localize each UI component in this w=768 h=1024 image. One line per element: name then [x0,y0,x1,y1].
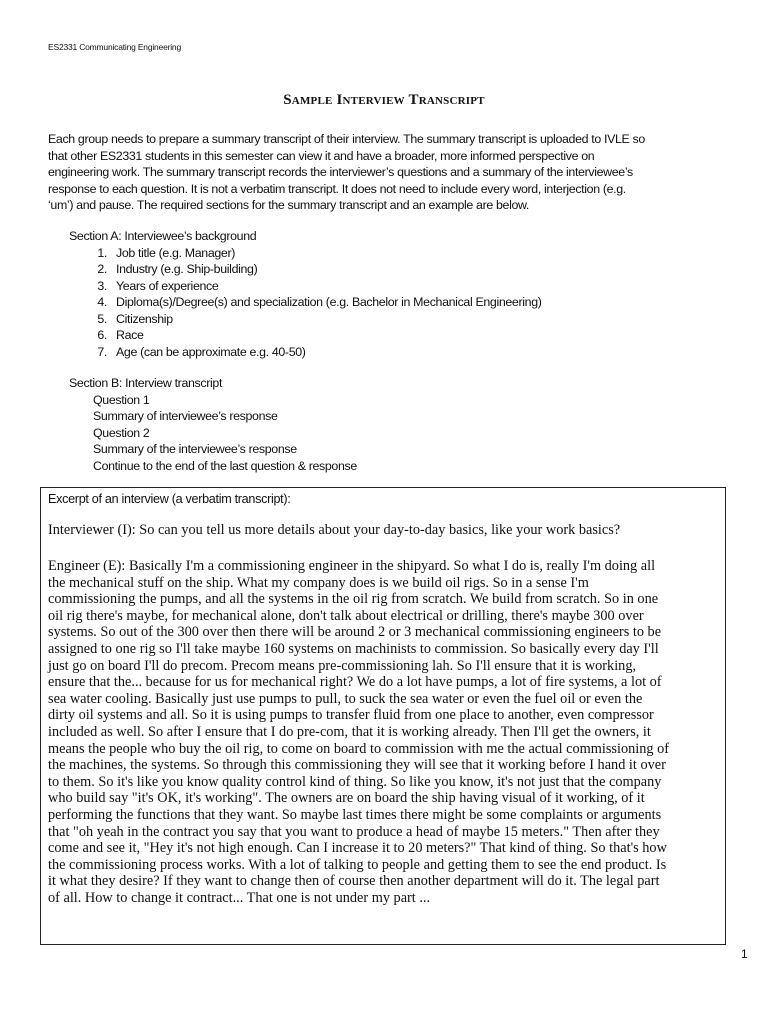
engineer-response [48,558,669,906]
list-item [91,294,542,311]
list-text: Industry (e.g. Ship-building) [116,262,258,276]
section-b-heading: Section B: Interview transcript [69,376,223,390]
response-line: oil rig there's maybe, for mechanical alone, don't talk about electrical or drilling, there's maybe 300 over [48,607,644,624]
list-number: 4. [97,295,107,309]
list-item [91,278,542,295]
response-line: the mechanical stuff on the ship. What my company does is we build oil rigs. So in a sense I'm [48,574,589,591]
list-number: 6. [97,328,107,342]
list-item [91,261,542,278]
intro-line: response to each question. It is not a verbatim transcript. It does not need to include every word, interjection (e.g. [48,181,626,196]
intro-paragraph [48,131,645,214]
response-line: that "oh yeah in the contract you say that you want to produce a head of maybe 15 meters." Then after they [48,823,660,840]
list-item: Continue to the end of the last question & response [93,458,357,473]
list-item: Question 1 [93,392,150,407]
excerpt-box [40,487,726,945]
response-line: systems. So out of the 300 over then there will be around 2 or 3 mechanical commissioning engineers to be [48,624,662,641]
response-line: just go on board I'll do precom. Precom means pre-commissioning lah. So I'll ensure that it is working, [48,657,637,674]
list-number: 2. [97,262,107,276]
response-line: the machines, the systems. So through this commissioning they will see that it working before I hand it over [48,757,666,774]
section-b [69,375,357,474]
response-line: who build say "it's OK, it's working". The owners are on board the ship having visual of it working, of it [48,790,645,807]
response-line: ensure that the... because for us for mechanical right? We do a lot have pumps, a lot of fire systems, a lot of [48,674,662,691]
response-line: commissioning the pumps, and all the systems in the oil rig from scratch. We build from scratch. So in one [48,591,659,608]
page-number: 1 [741,947,748,961]
list-text: Age (can be approximate e.g. 40-50) [116,344,306,359]
response-line: to them. So it's like you know quality control kind of thing. So like you know, it's not just that the company [48,773,662,790]
document-header: ES2331 Communicating Engineering [48,42,181,52]
excerpt-heading: Excerpt of an interview (a verbatim transcript): [48,492,291,506]
response-line: dirty oil systems and all. So it is using pumps to transfer fluid from one place to another, even compressor [48,707,654,724]
intro-line: that other ES2331 students in this semester can view it and have a broader, more informed perspective on [48,148,595,163]
list-item [91,327,542,344]
list-number: 7. [97,344,107,359]
list-number: 5. [97,311,107,326]
list-text: Job title (e.g. Manager) [116,245,236,260]
response-line: means the people who buy the oil rig, to come on board to commission with me the actual commissioning of [48,740,670,757]
list-item: Question 2 [93,425,150,440]
interviewer-question: Interviewer (I): So can you tell us more details about your day-to-day basics, like your work basics? [48,522,621,538]
list-item [91,245,542,262]
response-line: included as well. So after I ensure that I do pre-com, that it is working already. Then I'll get the owners, it [48,723,651,740]
list-item: Summary of the interviewee’s response [93,442,297,456]
response-line: come and see it, "Hey it's not high enough. Can I increase it to 20 meters?" That kind of thing. So that's how [48,840,667,857]
list-item: Summary of interviewee’s response [93,409,278,423]
list-text: Race [116,328,144,342]
response-line: of all. How to change it contract... That one is not under my part ... [48,889,431,906]
section-a-list [91,245,542,361]
section-b-list [93,392,357,475]
response-line: performing the functions that they want. So maybe last times there might be some complaints or arguments [48,806,662,823]
list-text: Years of experience [116,278,219,293]
intro-line: engineering work. The summary transcript records the interviewer’s questions and a summary of the interviewee’s [48,165,633,179]
section-a-heading: Section A: Interviewee’s background [69,229,257,243]
section-a [69,228,542,360]
intro-line: Each group needs to prepare a summary transcript of their interview. The summary transcript is uploaded to IVLE so [48,132,645,146]
response-line: sea water cooling. Basically just use pumps to pull, to suck the sea water or even the fuel oil or even the [48,690,643,707]
response-line: it what they desire? If they want to change then of course then another department will do it. The legal part [48,873,660,890]
intro-line: ‘um’) and pause. The required sections for the summary transcript and an example are below. [48,198,530,212]
list-item [91,311,542,328]
list-number: 1. [97,245,107,260]
response-line: assigned to one rig so I'll take maybe 160 systems on machinists to commission. So basically every day I'll [48,640,659,657]
response-line: Engineer (E): Basically I'm a commissioning engineer in the shipyard. So what I do is, really I'm doing all [48,558,656,574]
response-line: the commissioning process works. With a lot of talking to people and getting them to see the end product. Is [48,856,667,873]
list-item [91,344,542,361]
list-text: Citizenship [116,311,173,326]
list-number: 3. [97,278,107,293]
list-text: Diploma(s)/Degree(s) and specialization (e.g. Bachelor in Mechanical Engineering) [116,295,542,309]
page-title: Sample Interview Transcript [283,92,485,108]
